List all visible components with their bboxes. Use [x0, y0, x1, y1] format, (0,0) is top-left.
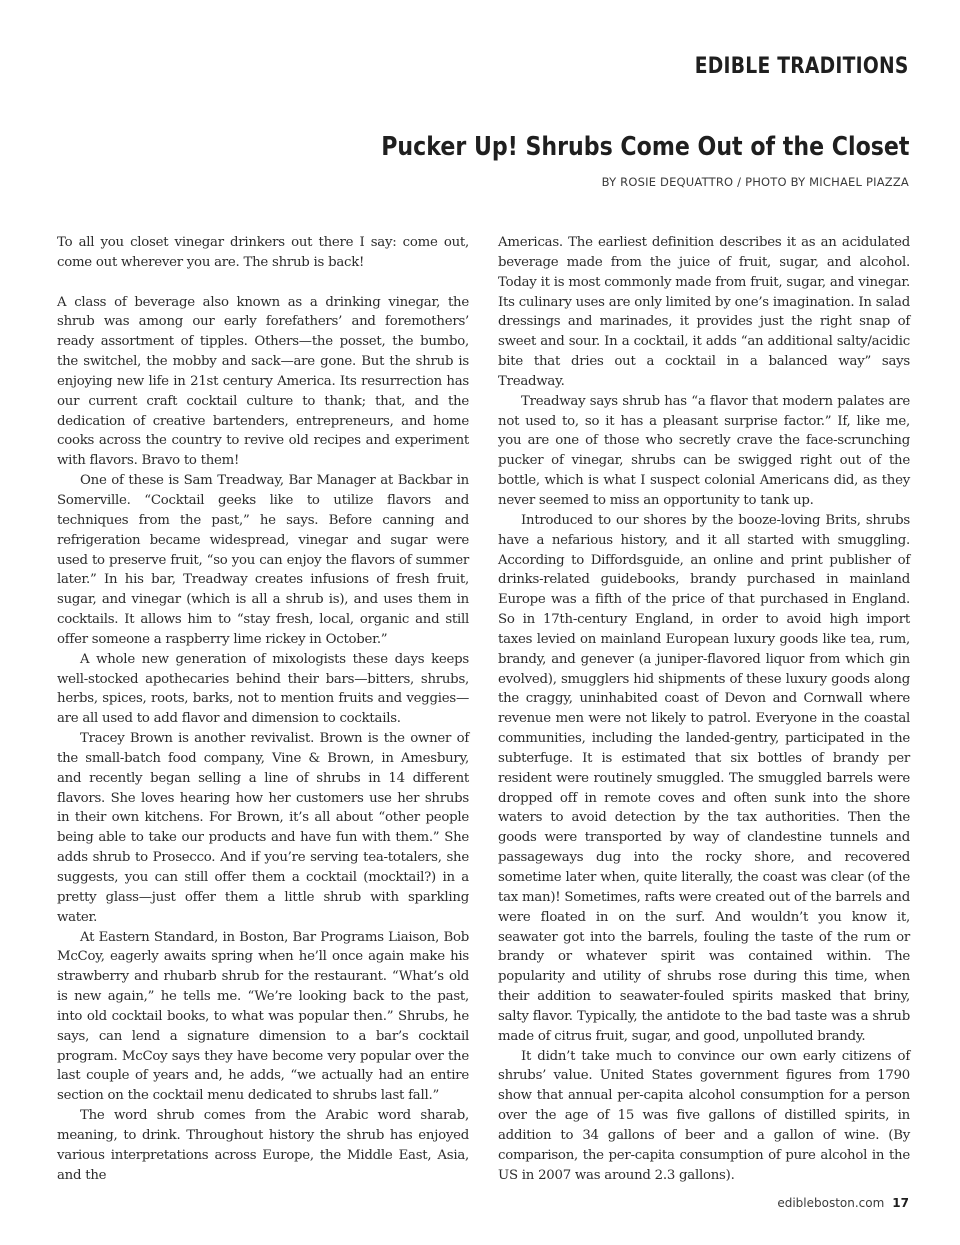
byline: BY ROSIE DEQUATTRO / PHOTO BY MICHAEL PIAZZA: [601, 175, 909, 189]
paragraph: The word shrub comes from the Arabic word sharab, meaning, to drink. Throughout history the shrub has enjoyed various interpretations across Europe, the Middle East, Asia, and the: [57, 1108, 469, 1183]
paragraph: A class of beverage also known as a drinking vinegar, the shrub was among our early forefathers’ and foremothers’ ready assortment of tipples. Others—the posset, the bumbo, the switchel, the mobby and sack—are gone. But the shrub is enjoying new life in 21st century America. Its resurrection has our current craft cocktail culture to thank; that, and the dedication of creative bartenders, entrepreneurs, and home cooks across the country to revive old recipes and experiment with flavors. Bravo to them!: [57, 294, 469, 469]
section-label: EDIBLE TRADITIONS: [695, 54, 909, 79]
page-footer: [777, 1196, 909, 1210]
paragraph: Tracey Brown is another revivalist. Brown is the owner of the small-batch food company, Vine & Brown, in Amesbury, and recently began selling a line of shrubs in 14 different flavors. She loves hearing how her customers use her shrubs in their own kitchens. For Brown, it’s all about “other people being able to take our products and have fun with them.” She adds shrub to Prosecco. And if you’re serving tea-totalers, she suggests, you can still offer them a cocktail (mocktail?) in a pretty glass—just offer them a little shrub with sparkling water.: [57, 731, 469, 925]
paragraph: Treadway says shrub has “a flavor that modern palates are not used to, so it has a pleasant surprise factor.” If, like me, you are one of those who secretly crave the face-scrunching pucker of vinegar, shrubs can be swigged right out of the bottle, which is what I suspect colonial Americans did, as they never seemed to miss an opportunity to tank up.: [498, 393, 910, 508]
right-column: [498, 233, 910, 1186]
paragraph: To all you closet vinegar drinkers out there I say: come out, come out wherever you are. The shrub is back!: [57, 235, 469, 270]
left-column: [57, 233, 469, 1186]
page-number: 17: [892, 1196, 909, 1210]
footer-site: edibleboston.com: [777, 1196, 885, 1210]
paragraph: It didn’t take much to convince our own early citizens of shrubs’ value. United States government figures from 1790 show that annual per-capita alcohol consumption for a person over the age of 15 was five gallons of distilled spirits, in addition to 34 gallons of beer and a gallon of wine. (By comparison, the per-capita consumption of pure alcohol in the US in 2007 was around 2.3 gallons).: [498, 1048, 910, 1183]
paragraph: One of these is Sam Treadway, Bar Manager at Backbar in Somerville. “Cocktail geeks like to utilize flavors and techniques from the past,” he says. Before canning and refrigeration became widespread, vinegar and sugar were used to preserve fruit, “so you can enjoy the flavors of summer later.” In his bar, Treadway creates infusions of fresh fruit, sugar, and vinegar (which is all a shrub is), and uses them in cocktails. It allows him to “stay fresh, local, organic and still offer someone a raspberry lime rickey in October.”: [57, 473, 469, 647]
paragraph: At Eastern Standard, in Boston, Bar Programs Liaison, Bob McCoy, eagerly awaits spring when he’ll once again make his strawberry and rhubarb shrub for the restaurant. “What’s old is new again,” he tells me. “We’re looking back to the past, into old cocktail books, to what was popular then.” Shrubs, he says, can lend a signature dimension to a bar’s cocktail program. McCoy says they have become very popular over the last couple of years and, he adds, “we actually had an entire section on the cocktail menu dedicated to shrubs last fall.”: [57, 929, 469, 1104]
paragraph: A whole new generation of mixologists these days keeps well-stocked apothecaries behind their bars—bitters, shrubs, herbs, spices, roots, barks, not to mention fruits and veggies—are all used to add flavor and dimension to cocktails.: [57, 651, 469, 727]
paragraph: Introduced to our shores by the booze-loving Brits, shrubs have a nefarious history, and it all started with smuggling. According to Diffordsguide, an online and print publisher of drinks-related guidebooks, brandy purchased in mainland Europe was a fifth of the price of that purchased in England. So in 17th-century England, in order to avoid high import taxes levied on mainland European luxury goods like tea, rum, brandy, and genever (a juniper-flavored liquor from which gin evolved), smugglers hid shipments of these luxury goods along the craggy, uninhabited coast of Devon and Cornwall where revenue men were not likely to patrol. Everyone in the coastal communities, including the landed-gentry, participated in the subterfuge. It is estimated that six bottles of brandy per resident were routinely smuggled. The smuggled barrels were dropped off in remote coves and often sunk into the shore waters to avoid detection by the tax authorities. Then the goods were transported by way of clandestine tunnels and passageways dug into the rocky shore, and recovered sometime later when, quite literally, the coast was clear (of the tax man)! Sometimes, rafts were created out of the barrels and were floated in on the surf. And wouldn’t you know it, seawater got into the barrels, fouling the taste of the rum or brandy or whatever spirit was contained within. The popularity and utility of shrubs rose during this time, when their addition to seawater-fouled spirits masked that briny, salty flavor. Typically, the antidote to the bad taste was a shrub made of citrus fruit, sugar, and good, unpolluted brandy.: [498, 512, 910, 1044]
article-title: Pucker Up! Shrubs Come Out of the Closet: [380, 132, 909, 162]
paragraph: Americas. The earliest definition describes it as an acidulated beverage made from the juice of fruit, sugar, and alcohol. Today it is most commonly made from fruit, sugar, and vinegar. Its culinary uses are only limited by one’s imagination. In salad dressings and marinades, it provides just the right snap of sweet and sour. In a cocktail, it adds “an additional salty/acidic bite that dries out a cocktail in a balanced way” says Treadway.: [498, 235, 910, 389]
